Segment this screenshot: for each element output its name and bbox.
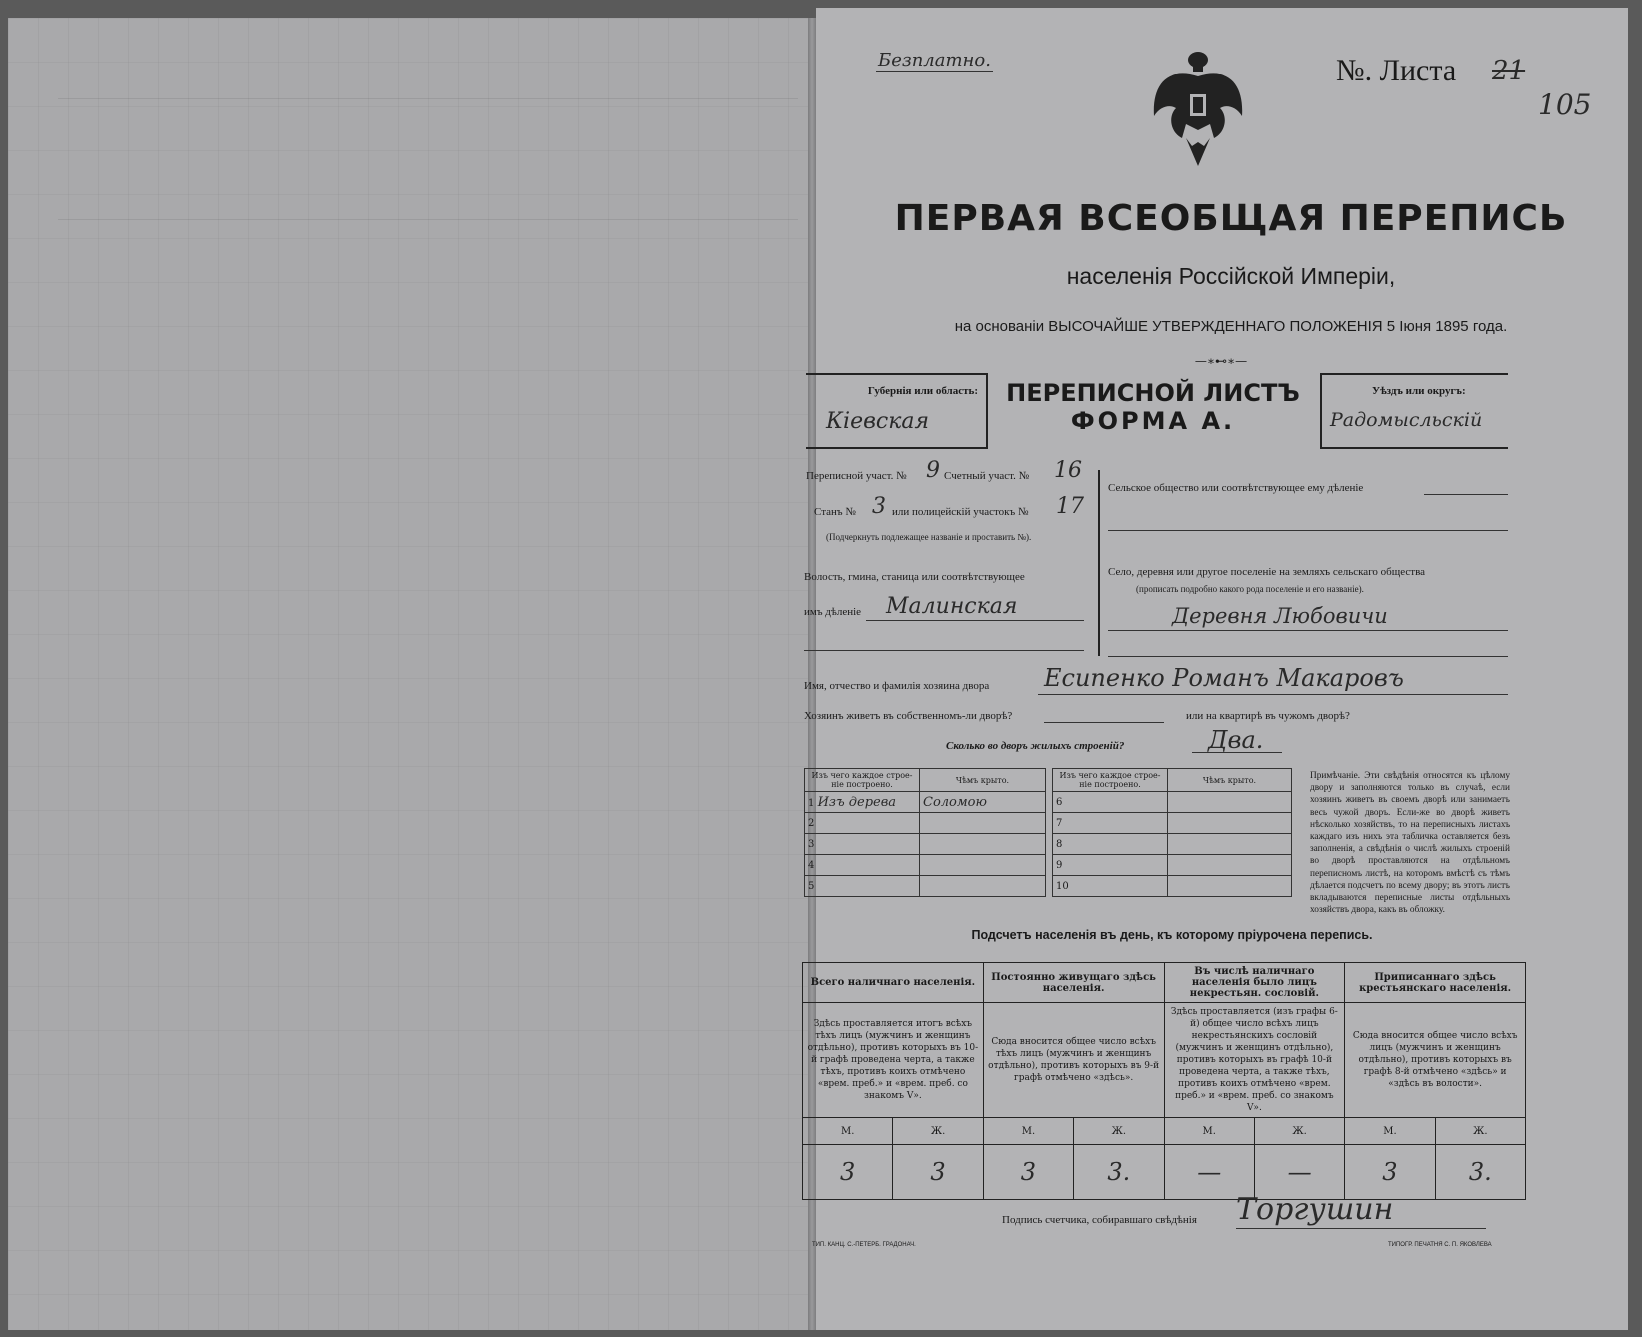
female-label: Ж. <box>1254 1118 1344 1145</box>
counting-district-value: 16 <box>1054 458 1082 483</box>
bleed-through-table <box>58 98 798 220</box>
sheet-number-old: 21 <box>1492 56 1526 86</box>
col-roof-header: Чѣмъ крыто. <box>920 769 1046 792</box>
volost-line-2 <box>804 650 1084 651</box>
village-line-2 <box>1108 656 1508 657</box>
col-total-desc: Здѣсь проставляется итогъ всѣхъ тѣхъ лицъ (мужчинъ и женщинъ отдѣльно), противъ которыхъ въ 10-й графѣ проведена черта, а также тѣхъ, противъ коихъ отмѣчено «врем. преб.» и «врем. преб. со знакомъ V». <box>803 1003 984 1118</box>
police-district-label: или полицейскій участокъ № <box>892 506 1029 518</box>
permanent-female-value: 3. <box>1074 1145 1164 1200</box>
field-divider <box>1098 470 1100 656</box>
table-row: 7 <box>1053 813 1292 834</box>
owner-name-label: Имя, отчество и фамилія хозяина двора <box>804 680 990 692</box>
population-table <box>802 962 1526 1200</box>
owner-lives-line <box>1044 722 1164 723</box>
form-subtitle: ФОРМА А. <box>1070 407 1236 435</box>
uezd-label: Уѣздъ или округъ: <box>1372 385 1466 397</box>
buildings-count-label: Сколько во дворъ жилыхъ строеній? <box>946 740 1125 752</box>
col-nonpeasant-desc: Здѣсь проставляется (изъ графы 6-й) общее число всѣхъ лицъ некрестьянскихъ сословій (мужчинъ и женщинъ отдѣльно), противъ которыхъ въ графѣ 10-й проведена черта, а также тѣхъ, противъ коихъ отмѣчено «врем. преб.» и «врем. преб. со знакомъ V». <box>1164 1003 1345 1118</box>
census-district-value: 9 <box>926 458 940 483</box>
col-registered-desc: Сюда вносится общее число всѣхъ лицъ (мужчинъ и женщинъ отдѣльно), противъ которыхъ въ графѣ 8-й отмѣчено «здѣсь» и «здѣсь въ волости». <box>1345 1003 1526 1118</box>
form-title-box <box>988 373 1318 445</box>
table-row: 3 <box>805 834 1046 855</box>
volost-label-2: имъ дѣленіе <box>804 606 862 618</box>
owner-rent-label: или на квартирѣ въ чужомъ дворѣ? <box>1186 710 1350 722</box>
buildings-note: Примѣчаніе. Эти свѣдѣнія относятся къ цѣлому двору и заполняются только въ случаѣ, если хозяинъ живетъ въ своемъ дворѣ или занимаетъ весь чужой дворъ. Если-же во дворѣ живетъ нѣсколько хозяйствъ, то на переписныхъ листахъ каждаго изъ нихъ эта табличка оставляется безъ заполненія, а свѣдѣнія о числѣ жилыхъ строеній во дворѣ проставляются на отдѣльномъ переписномъ листѣ, на которомъ вмѣстѣ съ тѣмъ дѣлается подсчетъ по всему двору; въ этотъ листъ вкладываются переписные листы отдѣльныхъ хозяйствъ двора, какъ въ обложку. <box>1310 771 1510 916</box>
male-label: М. <box>983 1118 1073 1145</box>
gubernia-box <box>806 373 988 449</box>
sheet-number-new: 105 <box>1538 88 1592 121</box>
imprint-right: ТИПОГР. ПЕЧАТНЯ С. П. ЯКОВЛЕВА <box>1388 1242 1492 1248</box>
permanent-male-value: 3 <box>983 1145 1073 1200</box>
village-note: (прописать подробно какого рода поселеніе и его названіе). <box>1136 584 1364 594</box>
male-label: М. <box>803 1118 893 1145</box>
census-basis-line: на основаніи ВЫСОЧАЙШЕ УТВЕРЖДЕННАГО ПОЛОЖЕНІЯ 5 Іюня 1895 года. <box>954 318 1508 335</box>
table-row: 9 <box>1053 855 1292 876</box>
col-roof-header-2: Чѣмъ крыто. <box>1168 769 1292 792</box>
owner-lives-label: Хозяинъ живетъ въ собственномъ-ли дворѣ? <box>804 710 1013 722</box>
village-value: Деревня Любовичи <box>1172 604 1388 628</box>
total-female-value: 3 <box>893 1145 983 1200</box>
female-label: Ж. <box>893 1118 983 1145</box>
census-form-page <box>804 8 1628 1330</box>
nonpeasant-female-value: — <box>1254 1145 1344 1200</box>
ornament-divider: —∗⊷∗— <box>1194 354 1248 368</box>
gubernia-value: Кіевская <box>826 409 930 434</box>
buildings-table-right <box>1052 768 1292 897</box>
volost-line <box>866 620 1084 621</box>
census-subtitle: населенія Россійской Имперіи, <box>1066 263 1396 289</box>
col-nonpeasant-header: Въ числѣ наличнаго населенія было лицъ некрестьян. сословій. <box>1164 963 1345 1003</box>
signature-label: Подпись счетчика, собиравшаго свѣдѣнія <box>1002 1214 1197 1226</box>
left-page <box>8 18 810 1330</box>
col-permanent-header: Постоянно живущаго здѣсь населенія. <box>983 963 1164 1003</box>
col-material-header: Изъ чего каждое строе-ніе построено. <box>805 769 920 792</box>
population-heading: Подсчетъ населенія въ день, къ которому пріурочена перепись. <box>971 928 1373 942</box>
male-label: М. <box>1164 1118 1254 1145</box>
female-label: Ж. <box>1074 1118 1164 1145</box>
village-label: Село, деревня или другое поселеніе на земляхъ сельскаго общества <box>1108 566 1426 578</box>
buildings-count-line <box>1192 752 1282 753</box>
free-label: Безплатно. <box>878 50 991 71</box>
table-row: 1 Изъ дерева Соломою <box>805 792 1046 813</box>
female-label: Ж. <box>1435 1118 1525 1145</box>
col-registered-header: Приписаннаго здѣсь крестьянскаго населенія. <box>1345 963 1526 1003</box>
registered-male-value: 3 <box>1345 1145 1435 1200</box>
counter-signature: Торгушин <box>1236 1192 1394 1227</box>
table-row: 10 <box>1053 876 1292 897</box>
volost-label: Волость, гмина, станица или соотвѣтствующее <box>804 571 1025 583</box>
sheet-number-label: №. Листа <box>1336 54 1457 87</box>
col-total-header: Всего наличнаго населенія. <box>803 963 984 1003</box>
registered-female-value: 3. <box>1435 1145 1525 1200</box>
table-row: 6 <box>1053 792 1292 813</box>
form-title: ПЕРЕПИСНОЙ ЛИСТЪ <box>1006 379 1300 407</box>
stan-label: Станъ № <box>814 506 856 518</box>
society-label: Сельское общество или соотвѣтствующее ему дѣленіе <box>1108 482 1364 494</box>
underline-note: (Подчеркнуть подлежащее названіе и проставить №). <box>826 532 1032 542</box>
uezd-value: Радомысльскій <box>1330 409 1483 431</box>
imprint-left: ТИП. КАНЦ. С.-ПЕТЕРБ. ГРАДОНАЧ. <box>812 1242 916 1248</box>
buildings-count-value: Два. <box>1208 726 1264 754</box>
owner-name-value: Есипенко Романъ Макаровъ <box>1044 664 1404 692</box>
table-row: 4 <box>805 855 1046 876</box>
society-line-2 <box>1108 530 1508 531</box>
table-row: 5 <box>805 876 1046 897</box>
census-district-label: Переписной участ. № <box>806 470 907 482</box>
police-district-value: 17 <box>1056 494 1084 519</box>
counting-district-label: Счетный участ. № <box>944 470 1030 482</box>
signature-line <box>1236 1228 1486 1229</box>
double-headed-eagle-emblem <box>1146 46 1250 176</box>
village-line <box>1108 630 1508 631</box>
gubernia-label: Губернія или область: <box>867 385 978 397</box>
col-permanent-desc: Сюда вносится общее число всѣхъ тѣхъ лицъ (мужчинъ и женщинъ отдѣльно), противъ которыхъ въ 9-й графѣ отмѣчено «здѣсь». <box>983 1003 1164 1118</box>
society-line <box>1424 494 1508 495</box>
total-male-value: 3 <box>803 1145 893 1200</box>
nonpeasant-male-value: — <box>1164 1145 1254 1200</box>
owner-name-line <box>1038 694 1508 695</box>
table-row: 8 <box>1053 834 1292 855</box>
buildings-table-left <box>804 768 1046 897</box>
uezd-box <box>1320 373 1508 449</box>
volost-value: Малинская <box>886 594 1018 619</box>
col-material-header-2: Изъ чего каждое строе-ніе построено. <box>1053 769 1168 792</box>
male-label: М. <box>1345 1118 1435 1145</box>
stan-value: 3 <box>872 494 886 519</box>
table-row: 2 <box>805 813 1046 834</box>
census-main-title: ПЕРВАЯ ВСЕОБЩАЯ ПЕРЕПИСЬ <box>894 198 1568 239</box>
